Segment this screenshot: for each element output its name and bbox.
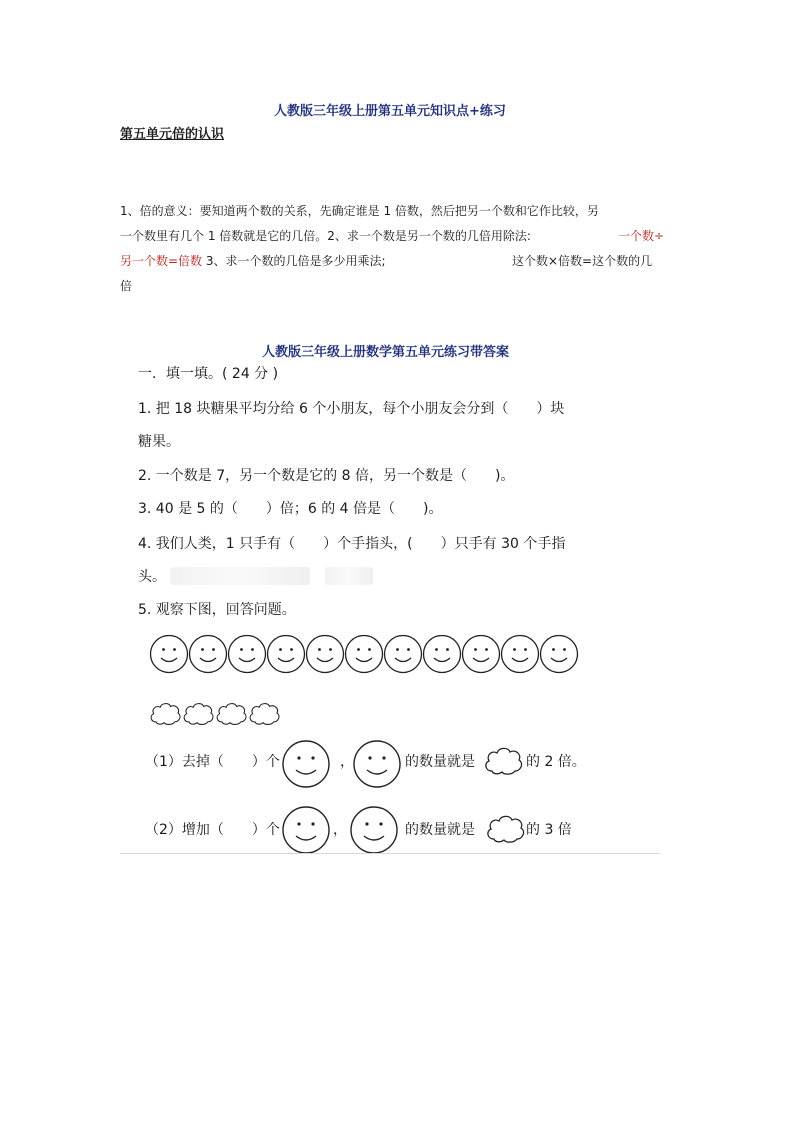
knowledge-line-1: 1、倍的意义：要知道两个数的关系，先确定谁是 1 倍数，然后把另一个数和它作比较，另 <box>120 204 599 218</box>
cloud-icon <box>484 811 526 849</box>
knowledge-line-2 <box>120 224 531 249</box>
question-3: 3. 40 是 5 的（ ）倍；6 的 4 倍是（ )。 <box>138 501 443 517</box>
cloud-icon <box>214 698 248 732</box>
sub-question-1-comma: ， <box>340 754 354 770</box>
question-2: 2. 一个数是 7，另一个数是它的 8 倍，另一个数是（ )。 <box>138 468 515 484</box>
smiley-face-icon <box>422 634 462 678</box>
cloud-icon <box>247 698 281 732</box>
page-divider <box>120 853 660 854</box>
knowledge-line-2-text: 一个数里有几个 1 倍数就是它的几倍。2、求一个数是另一个数的几倍用除法: <box>120 229 531 243</box>
smiley-face-icon <box>383 634 423 678</box>
question-4-line-2: 头。 <box>138 569 166 585</box>
smiley-face-icon <box>344 634 384 678</box>
question-1-line-1: 1. 把 18 块糖果平均分给 6 个小朋友，每个小朋友会分到（ ）块 <box>138 401 565 417</box>
smiley-face-icon <box>461 634 501 678</box>
smiley-face-icon <box>281 805 331 859</box>
smiley-face-icon <box>266 634 306 678</box>
doc-title: 人教版三年级上册第五单元知识点+练习 <box>274 104 506 119</box>
smiley-face-icon <box>349 805 399 859</box>
cloud-icon <box>148 698 182 732</box>
cloud-icon <box>181 698 215 732</box>
knowledge-division-formula-a: 一个数÷ <box>618 229 665 243</box>
smiley-face-icon <box>539 634 579 678</box>
sub-question-1-prefix: （1）去掉（ ）个 <box>145 754 280 770</box>
knowledge-line-4: 倍 <box>120 279 133 293</box>
cloud-icon <box>482 743 524 781</box>
smiley-face-icon <box>281 739 331 793</box>
knowledge-line-3-text: 3、求一个数的几倍是多少用乘法; <box>202 254 386 268</box>
smiley-face-icon <box>305 634 345 678</box>
sub-question-2-suffix: 的 3 倍 <box>526 822 572 838</box>
smiley-face-icon <box>352 739 402 793</box>
question-1-line-2: 糖果。 <box>138 434 180 450</box>
sub-question-2-prefix: （2）增加（ ）个 <box>145 822 280 838</box>
sub-question-2-comma: ， <box>333 822 347 838</box>
knowledge-division-formula-b: 另一个数=倍数 <box>120 254 203 268</box>
sub-question-1-suffix: 的 2 倍。 <box>526 754 586 770</box>
sub-question-2-middle: 的数量就是 <box>405 822 475 838</box>
smiley-face-icon <box>149 634 189 678</box>
question-5: 5. 观察下图，回答问题。 <box>138 602 296 618</box>
smiley-face-icon <box>500 634 540 678</box>
question-4-line-1: 4. 我们人类，1 只手有（ ）个手指头，( ）只手有 30 个手指 <box>138 536 566 552</box>
knowledge-line-3 <box>120 249 386 274</box>
scan-smudge <box>325 567 373 585</box>
part1-heading: 一．填一填。( 24 分 ) <box>138 366 279 382</box>
exercise-title: 人教版三年级上册数学第五单元练习带答案 <box>262 345 510 360</box>
knowledge-multiplication-formula: 这个数×倍数=这个数的几 <box>512 254 653 268</box>
section-title: 第五单元倍的认识 <box>120 127 225 142</box>
smiley-face-icon <box>227 634 267 678</box>
scan-smudge <box>170 567 310 585</box>
smiley-face-icon <box>188 634 228 678</box>
sub-question-1-middle: 的数量就是 <box>405 754 475 770</box>
